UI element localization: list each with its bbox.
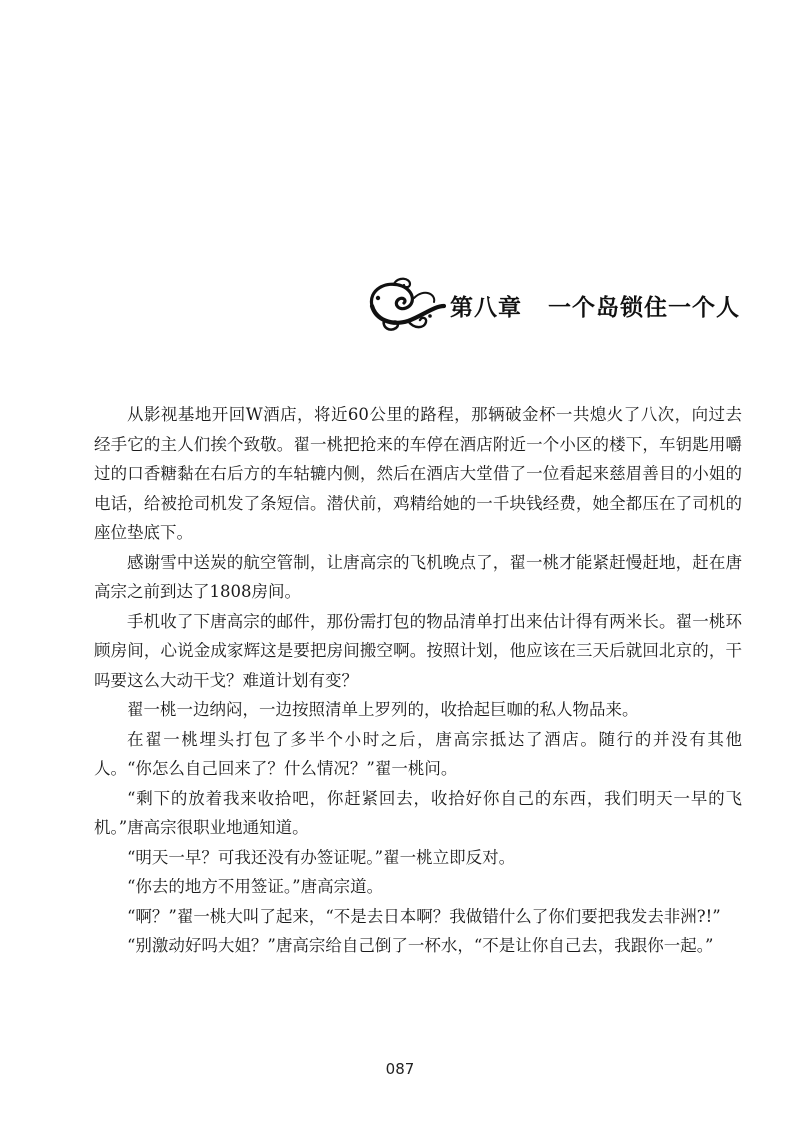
paragraph: “啊？”翟一桃大叫了起来，“不是去日本啊？我做错什么了你们要把我发去非洲?!”	[127, 906, 721, 926]
chapter-title	[450, 289, 740, 322]
swirl-ornament-icon	[364, 276, 446, 334]
paragraph: “明天一早？可我还没有办签证呢。”翟一桃立即反对。	[127, 847, 516, 867]
paragraph: 手机收了下唐高宗的邮件，那份需打包的物品清单打出来估计得有两米长。翟一桃环顾房间，心说金成家辉这是要把房间搬空啊。按照计划，他应该在三天后就回北京的，干吗要这么大动干戈？难道计划有变？	[94, 611, 742, 690]
paragraph: 在翟一桃埋头打包了多半个小时之后，唐高宗抵达了酒店。随行的并没有其他人。“你怎么自己回来了？什么情况？”翟一桃问。	[94, 729, 742, 778]
paragraph: 翟一桃一边纳闷，一边按照清单上罗列的，收拾起巨咖的私人物品来。	[127, 700, 639, 719]
chapter-body	[94, 400, 742, 961]
chapter-heading	[364, 276, 740, 334]
paragraph: “你去的地方不用签证。”唐高宗道。	[127, 877, 384, 896]
paragraph: 从影视基地开回W酒店，将近60公里的路程，那辆破金杯一共熄火了八次，向过去经手它的主人们挨个致敬。翟一桃把抢来的车停在酒店附近一个小区的楼下，车钥匙用嚼过的口香糖黏在右后方的车轱辘内侧，然后在酒店大堂借了一位看起来慈眉善目的小姐的电话，给被抢司机发了条短信。潜伏前，鸡精给她的一千块钱经费，她全都压在了司机的座位垫底下。	[94, 405, 742, 542]
page-number: 087	[385, 1060, 415, 1078]
paragraph: “别激动好吗大姐？”唐高宗给自己倒了一杯水，“不是让你自己去，我跟你一起。”	[127, 936, 714, 955]
paragraph: 感谢雪中送炭的航空管制，让唐高宗的飞机晚点了，翟一桃才能紧赶慢赶地，赶在唐高宗之前到达了1808房间。	[94, 552, 742, 601]
chapter-number: 第八章	[450, 294, 522, 321]
paragraph: “剩下的放着我来收拾吧，你赶紧回去，收拾好你自己的东西，我们明天一早的飞机。”唐高宗很职业地通知道。	[94, 788, 742, 837]
chapter-name: 一个岛锁住一个人	[548, 294, 740, 321]
